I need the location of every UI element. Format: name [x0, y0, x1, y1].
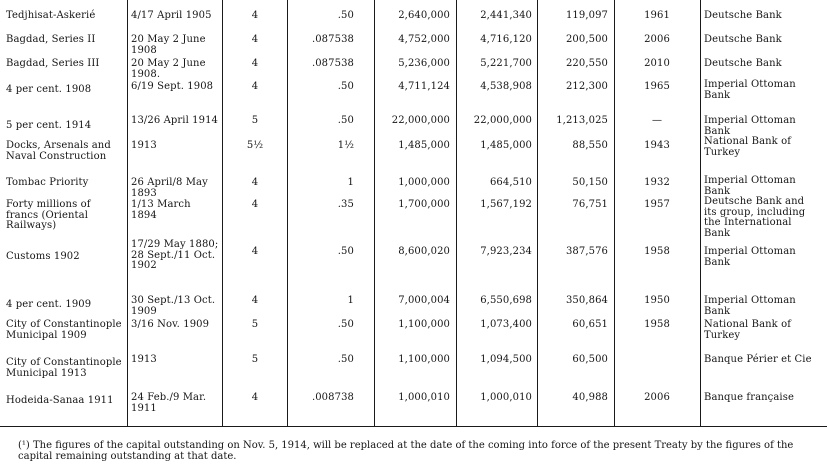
loan-date: 4/17 April 1905 — [131, 10, 212, 21]
capital-outstanding: 1,567,192 — [480, 199, 532, 210]
annual-charge: 60,651 — [572, 319, 608, 330]
nominal-capital: 22,000,000 — [391, 115, 450, 126]
final-year: — — [651, 115, 663, 126]
capital-outstanding: 664,510 — [489, 177, 532, 188]
loan-name: 4 per cent. 1908 — [6, 84, 92, 95]
nominal-capital: 8,600,020 — [398, 246, 450, 257]
loan-name: Customs 1902 — [6, 251, 80, 262]
final-year: 1965 — [644, 81, 670, 92]
final-year: 1932 — [644, 177, 670, 188]
column-rule — [456, 0, 457, 426]
capital-outstanding: 6,550,698 — [480, 295, 532, 306]
final-year: 1943 — [644, 140, 670, 151]
loan-date: 24 Feb./9 Mar. 1911 — [131, 392, 207, 414]
capital-outstanding: 1,094,500 — [480, 354, 532, 365]
loan-name: City of Constantinople Municipal 1913 — [6, 357, 122, 379]
loan-name: Tedjhisat-Askerié — [6, 10, 96, 21]
annual-charge: 350,864 — [565, 295, 608, 306]
capital-outstanding: 4,716,120 — [480, 34, 532, 45]
annual-charge: 220,550 — [565, 58, 608, 69]
interest-rate: 5 — [251, 319, 259, 330]
interest-rate: 4 — [251, 177, 259, 188]
loan-date: 26 April/8 May 1893 — [131, 177, 208, 199]
loan-date: 1913 — [131, 140, 157, 151]
loan-name: Bagdad, Series III — [6, 58, 100, 69]
interest-rate: 5 — [251, 115, 259, 126]
loan-name: Bagdad, Series II — [6, 34, 96, 45]
interest-rate: 4 — [251, 392, 259, 403]
loan-name: City of Constantinople Municipal 1909 — [6, 319, 122, 341]
loan-date: 20 May 2 June 1908. — [131, 58, 206, 80]
annuity-value: .50 — [337, 81, 354, 92]
interest-rate: 4 — [251, 246, 259, 257]
loan-name: 5 per cent. 1914 — [6, 120, 92, 131]
loan-date: 1/13 March 1894 — [131, 199, 191, 221]
nominal-capital: 2,640,000 — [398, 10, 450, 21]
annuity-value: .50 — [337, 354, 354, 365]
annual-charge: 88,550 — [572, 140, 608, 151]
table-bottom-rule — [0, 426, 827, 427]
capital-outstanding: 1,000,010 — [480, 392, 532, 403]
column-rule — [374, 0, 375, 426]
loan-date: 1913 — [131, 354, 157, 365]
annual-charge: 50,150 — [572, 177, 608, 188]
annual-charge: 40,988 — [572, 392, 608, 403]
annuity-value: 1 — [347, 295, 354, 306]
column-rule — [614, 0, 615, 426]
annual-charge: 76,751 — [572, 199, 608, 210]
loan-name: Docks, Arsenals and Naval Construction — [6, 140, 111, 162]
annuity-value: .50 — [337, 319, 354, 330]
loan-date: 17/29 May 1880; 28 Sept./11 Oct. 1902 — [131, 239, 219, 271]
interest-rate: 4 — [251, 199, 259, 210]
final-year: 1958 — [644, 319, 670, 330]
loan-name: Tombac Priority — [6, 177, 89, 188]
annuity-value: .50 — [337, 246, 354, 257]
final-year: 2010 — [644, 58, 670, 69]
annual-charge: 212,300 — [565, 81, 608, 92]
interest-rate: 4 — [251, 34, 259, 45]
annuity-value: .35 — [337, 199, 354, 210]
column-rule — [700, 0, 701, 426]
holding-bank: Imperial Ottoman Bank — [704, 175, 796, 197]
final-year: 1961 — [644, 10, 670, 21]
capital-outstanding: 1,485,000 — [480, 140, 532, 151]
capital-outstanding: 2,441,340 — [480, 10, 532, 21]
loan-name: Hodeida-Sanaa 1911 — [6, 395, 114, 406]
interest-rate: 4 — [251, 58, 259, 69]
annuity-value: 1 — [347, 177, 354, 188]
nominal-capital: 1,700,000 — [398, 199, 450, 210]
holding-bank: Deutsche Bank — [704, 10, 782, 21]
loan-date: 13/26 April 1914 — [131, 115, 219, 126]
loan-name: Forty millions of francs (Oriental Railways) — [6, 199, 91, 231]
holding-bank: Deutsche Bank — [704, 58, 782, 69]
loan-name: 4 per cent. 1909 — [6, 299, 92, 310]
nominal-capital: 1,100,000 — [398, 319, 450, 330]
interest-rate: 4 — [251, 295, 259, 306]
loan-date: 3/16 Nov. 1909 — [131, 319, 210, 330]
holding-bank: National Bank of Turkey — [704, 319, 792, 341]
column-rule — [222, 0, 223, 426]
loan-date: 30 Sept./13 Oct. 1909 — [131, 295, 216, 317]
holding-bank: Imperial Ottoman Bank — [704, 79, 796, 101]
nominal-capital: 7,000,004 — [398, 295, 450, 306]
capital-outstanding: 5,221,700 — [480, 58, 532, 69]
holding-bank: Deutsche Bank and its group, including the International Bank — [704, 196, 806, 239]
loan-date: 20 May 2 June 1908 — [131, 34, 206, 56]
holding-bank: Imperial Ottoman Bank — [704, 295, 796, 317]
nominal-capital: 1,100,000 — [398, 354, 450, 365]
annual-charge: 60,500 — [572, 354, 608, 365]
holding-bank: Deutsche Bank — [704, 34, 782, 45]
holding-bank: National Bank of Turkey — [704, 136, 792, 158]
final-year: 2006 — [644, 392, 670, 403]
footnote: (¹) The figures of the capital outstanding on Nov. 5, 1914, will be replaced at the date of the coming into force of the present Treaty by the figures of the capital remaining outstanding at that date. — [18, 440, 794, 462]
nominal-capital: 5,236,000 — [398, 58, 450, 69]
interest-rate: 4 — [251, 10, 259, 21]
annual-charge: 1,213,025 — [556, 115, 608, 126]
nominal-capital: 1,000,010 — [398, 392, 450, 403]
annual-charge: 387,576 — [565, 246, 608, 257]
holding-bank: Banque française — [704, 392, 794, 403]
final-year: 1958 — [644, 246, 670, 257]
annuity-value: .50 — [337, 115, 354, 126]
column-rule — [287, 0, 288, 426]
nominal-capital: 1,485,000 — [398, 140, 450, 151]
final-year: 1957 — [644, 199, 670, 210]
holding-bank: Imperial Ottoman Bank — [704, 246, 796, 268]
annual-charge: 200,500 — [565, 34, 608, 45]
annuity-value: 1½ — [337, 140, 354, 151]
interest-rate: 4 — [251, 81, 259, 92]
holding-bank: Banque Périer et Cie — [704, 354, 812, 365]
annuity-value: .087538 — [311, 58, 354, 69]
capital-outstanding: 22,000,000 — [473, 115, 532, 126]
capital-outstanding: 4,538,908 — [480, 81, 532, 92]
interest-rate: 5 — [251, 354, 259, 365]
nominal-capital: 1,000,000 — [398, 177, 450, 188]
capital-outstanding: 1,073,400 — [480, 319, 532, 330]
annuity-value: .087538 — [311, 34, 354, 45]
loan-date: 6/19 Sept. 1908 — [131, 81, 214, 92]
column-rule — [537, 0, 538, 426]
annual-charge: 119,097 — [565, 10, 608, 21]
capital-outstanding: 7,923,234 — [480, 246, 532, 257]
nominal-capital: 4,752,000 — [398, 34, 450, 45]
nominal-capital: 4,711,124 — [398, 81, 450, 92]
annuity-value: .008738 — [311, 392, 354, 403]
column-rule — [127, 0, 128, 426]
final-year: 2006 — [644, 34, 670, 45]
annuity-value: .50 — [337, 10, 354, 21]
interest-rate: 5½ — [246, 140, 264, 151]
holding-bank: Imperial Ottoman Bank — [704, 115, 796, 137]
final-year: 1950 — [644, 295, 670, 306]
